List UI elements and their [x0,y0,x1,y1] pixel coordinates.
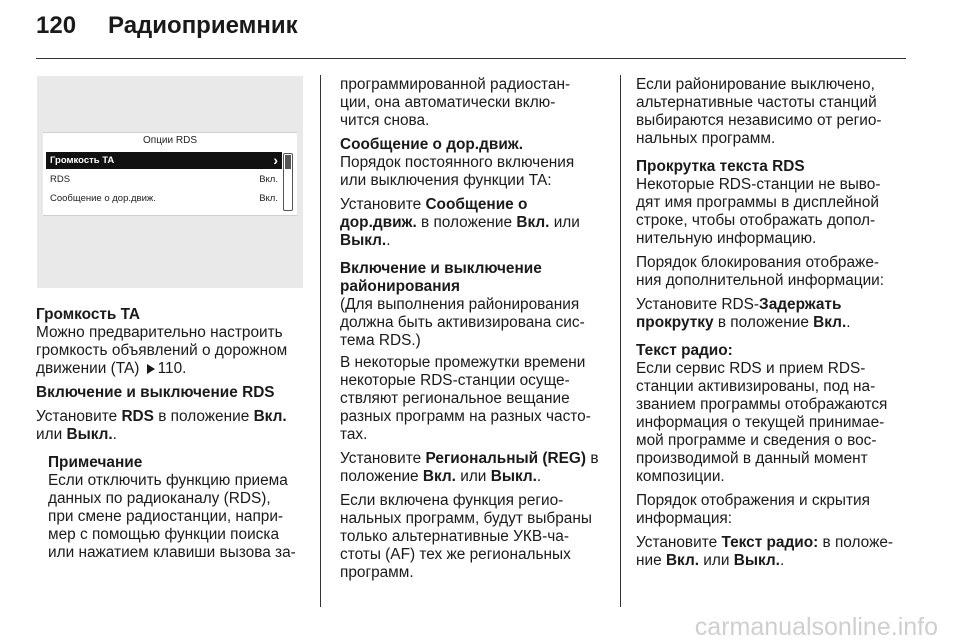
note-title: Примечание [48,454,143,471]
text-line: композиции. [636,468,725,485]
heading-traffic-message: Сообщение о дор.движ. [340,136,523,153]
rds-options-figure [37,76,303,288]
text-line: стоты (AF) тех же региональных [340,546,571,563]
instruction-line: Установите Региональный (REG) в [340,450,599,467]
text-line: Если включена функция регио- [340,492,564,509]
menu-row-label: Громкость TA [50,155,115,166]
instruction-line: Установите Текст радио: в положе- [636,534,894,551]
chevron-right-icon: › [273,152,278,168]
menu-row-rds [46,171,282,188]
text-line: Если районирование выключено, [636,76,875,93]
page-header [36,12,298,40]
note-line: Если отключить функцию приема [48,472,288,489]
text-line: производимой в данный момент [636,450,868,467]
text-line: Порядок постоянного включения [340,154,575,171]
heading-radio-text: Текст радио: [636,342,733,359]
text-line: строке, чтобы отображать допол- [636,212,876,229]
header-rule [36,58,906,59]
text-line: выбираются независимо от регио- [636,112,882,129]
menu-row-traffic-message [46,190,282,207]
text-line: Некоторые RDS-станции не выво- [636,176,881,193]
page-title: Радиоприемник [108,12,298,39]
page-ref-icon [147,364,155,374]
instruction-line: Установите RDS-Задержать [636,296,842,313]
text-line: программированной радиостан- [340,76,571,93]
text-line: Можно предварительно настроить [36,324,283,341]
text-line: тах. [340,426,368,443]
text-line: разных программ на разных часто- [340,408,591,425]
column-2 [340,76,620,582]
text-line: ствляют региональное вещание [340,390,570,407]
text-line: (Для выполнения районирования [340,296,580,313]
menu-row-label: RDS [50,174,71,185]
note-block [36,454,316,562]
text-line: движении (TA) 110. [36,360,187,377]
column-divider-1 [320,75,321,607]
text-line: Если сервис RDS и прием RDS- [636,360,866,377]
text-line: нальных программ. [636,130,776,147]
text-line: информация о текущей принимае- [636,414,885,431]
text-line: должна быть активизирована сис- [340,314,585,331]
instruction-line: или Выкл.. [36,426,117,443]
heading-regional: Включение и выключение [340,260,542,277]
watermark: carmanualsonline.info [694,613,938,641]
column-divider-2 [620,75,621,607]
text-line: чится снова. [340,112,430,129]
screen-scrollbar [283,153,293,211]
text-line: мой программе и сведения о вос- [636,432,877,449]
text-line: нительную информацию. [636,230,817,247]
text-line: некоторые RDS-станции осуще- [340,372,570,389]
text-line: ния дополнительной информации: [636,272,885,289]
instruction-line: положение Вкл. или Выкл.. [340,468,542,485]
note-line: данных по радиоканалу (RDS), [48,490,271,507]
menu-row-value: Вкл. [259,174,278,185]
text-line: программ. [340,564,414,581]
page-number: 120 [36,12,77,39]
instruction-line: дор.движ. в положение Вкл. или [340,214,580,231]
text-line: альтернативные частоты станций [636,94,877,111]
text-line: тема RDS.) [340,332,421,349]
instruction-line: Установите Сообщение о [340,196,528,213]
text-line: или выключения функции TA: [340,172,552,189]
instruction-line: Выкл.. [340,232,391,249]
menu-row-label: Сообщение о дор.движ. [50,193,156,204]
text-line: только альтернативные УКВ-ча- [340,528,569,545]
text-line: ции, она автоматически вклю- [340,94,556,111]
display-screen [43,132,297,216]
instruction-line: прокрутку в положение Вкл.. [636,314,851,331]
column-3 [636,76,926,570]
text-line: В некоторые промежутки времени [340,354,586,371]
text-line: Порядок блокирования отображе- [636,254,880,271]
menu-row-value: Вкл. [259,193,278,204]
note-line: при смене радиостанции, напри- [48,508,284,525]
text-line: дят имя программы в дисплейной [636,194,879,211]
heading-regional: районирования [340,278,460,295]
text-line: информация: [636,510,733,527]
text-line: Порядок отображения и скрытия [636,492,870,509]
note-line: мер с помощью функции поиска [48,526,280,543]
screen-title: Опции RDS [143,135,197,146]
text-line: званием программы отображаются [636,396,888,413]
scrollbar-thumb [285,155,291,169]
text-line: громкость объявлений о дорожном [36,342,288,359]
text-line: станции активизированы, под на- [636,378,876,395]
heading-ta-volume: Громкость TA [36,306,141,323]
note-line: или нажатием клавиши вызова за- [48,544,296,561]
instruction-line: ние Вкл. или Выкл.. [636,552,785,569]
text-line: нальных программ, будут выбраны [340,510,592,527]
menu-row-ta-volume [46,152,282,169]
column-1 [36,306,316,562]
heading-rds-toggle: Включение и выключение RDS [36,384,275,401]
instruction-line: Установите RDS в положение Вкл. [36,408,287,425]
heading-text-scroll: Прокрутка текста RDS [636,158,805,175]
